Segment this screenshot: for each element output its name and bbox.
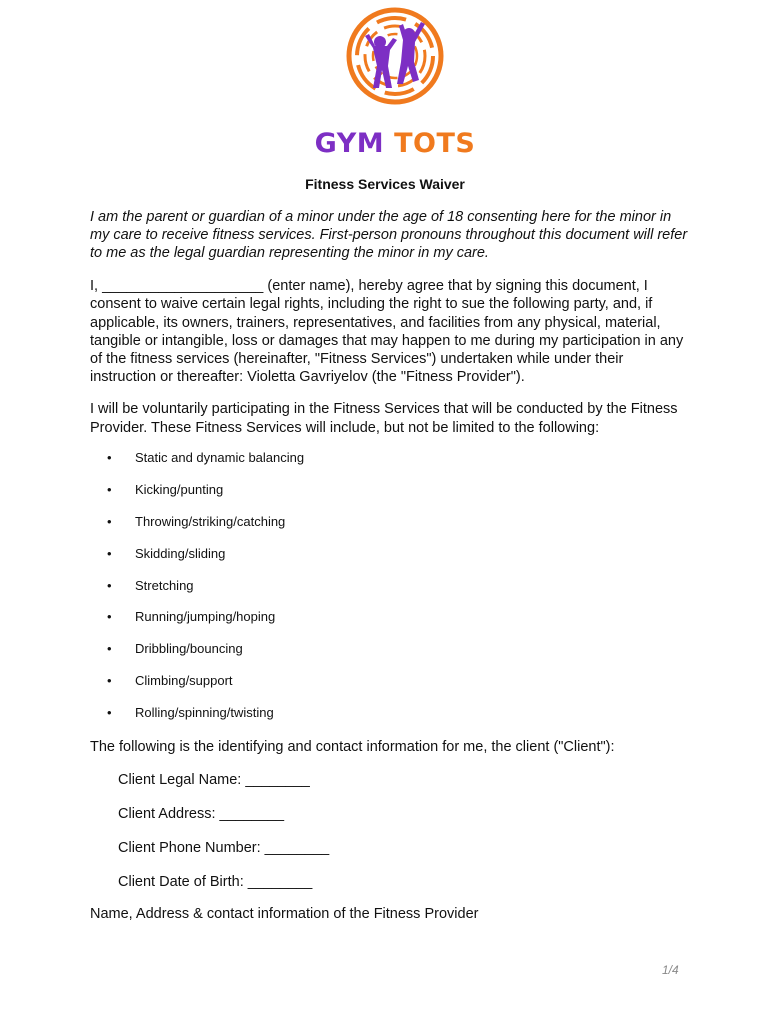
- client-info-intro: The following is the identifying and contact information for me, the client ("Client"):: [90, 739, 615, 755]
- service-label: Stretching: [135, 577, 194, 593]
- service-label: Throwing/striking/catching: [135, 513, 286, 529]
- service-label: Dribbling/bouncing: [135, 641, 243, 657]
- service-label: Static and dynamic balancing: [135, 450, 305, 465]
- service-label: Kicking/punting: [135, 481, 224, 497]
- service-label: Climbing/support: [135, 673, 233, 689]
- brand-word-tots: TOTS: [394, 128, 476, 159]
- client-legal-name-field: Client Legal Name: ________: [118, 772, 310, 788]
- client-fields: [118, 771, 618, 907]
- services-intro-paragraph: I will be voluntarily participating in the Fitness Services that will be conducted by the Fitness Provider. These Fitness Services will include, but not be limited to the following:: [90, 401, 678, 436]
- bullet-icon: •: [107, 545, 112, 561]
- bullet-icon: •: [107, 577, 112, 593]
- gym-tots-logo-icon: [345, 6, 445, 106]
- client-address-field: Client Address: ________: [118, 806, 285, 822]
- bullet-icon: •: [107, 609, 112, 625]
- client-phone-field: Client Phone Number: ________: [118, 840, 330, 856]
- client-dob-field: Client Date of Birth: ________: [118, 874, 313, 890]
- bullet-icon: •: [107, 673, 112, 689]
- brand-word-gym: GYM: [314, 128, 385, 159]
- service-label: Running/jumping/hoping: [135, 609, 276, 625]
- brand-name: [0, 128, 770, 159]
- bullet-icon: •: [107, 450, 112, 465]
- bullet-icon: •: [107, 481, 112, 497]
- intro-paragraph: I am the parent or guardian of a minor under the age of 18 consenting here for the minor in my care to receive fitness services. First-person pronouns throughout this document will refer to me as the legal guardian representing the minor in my care.: [90, 209, 688, 261]
- page-number: 1/4: [662, 963, 679, 977]
- document-title: Fitness Services Waiver: [305, 176, 465, 192]
- service-label: Skidding/sliding: [135, 545, 226, 561]
- bullet-icon: •: [107, 641, 112, 657]
- provider-info-heading: Name, Address & contact information of the Fitness Provider: [90, 906, 479, 922]
- bullet-icon: •: [107, 705, 112, 721]
- service-label: Rolling/spinning/twisting: [135, 705, 274, 721]
- consent-paragraph: I, ____________________ (enter name), hereby agree that by signing this document, I consent to waive certain legal rights, including the right to sue the following party, and, if applicable, its owners, trainers, representatives, and facilities from any physical, material, tangible or intangible, loss or damages that may happen to me during my participation in any of the fitness services (hereinafter, "Fitness Services") undertaken while under their instruction or thereafter: Violetta Gavriyelov (the "Fitness Provider").: [90, 278, 684, 386]
- bullet-icon: •: [107, 513, 112, 529]
